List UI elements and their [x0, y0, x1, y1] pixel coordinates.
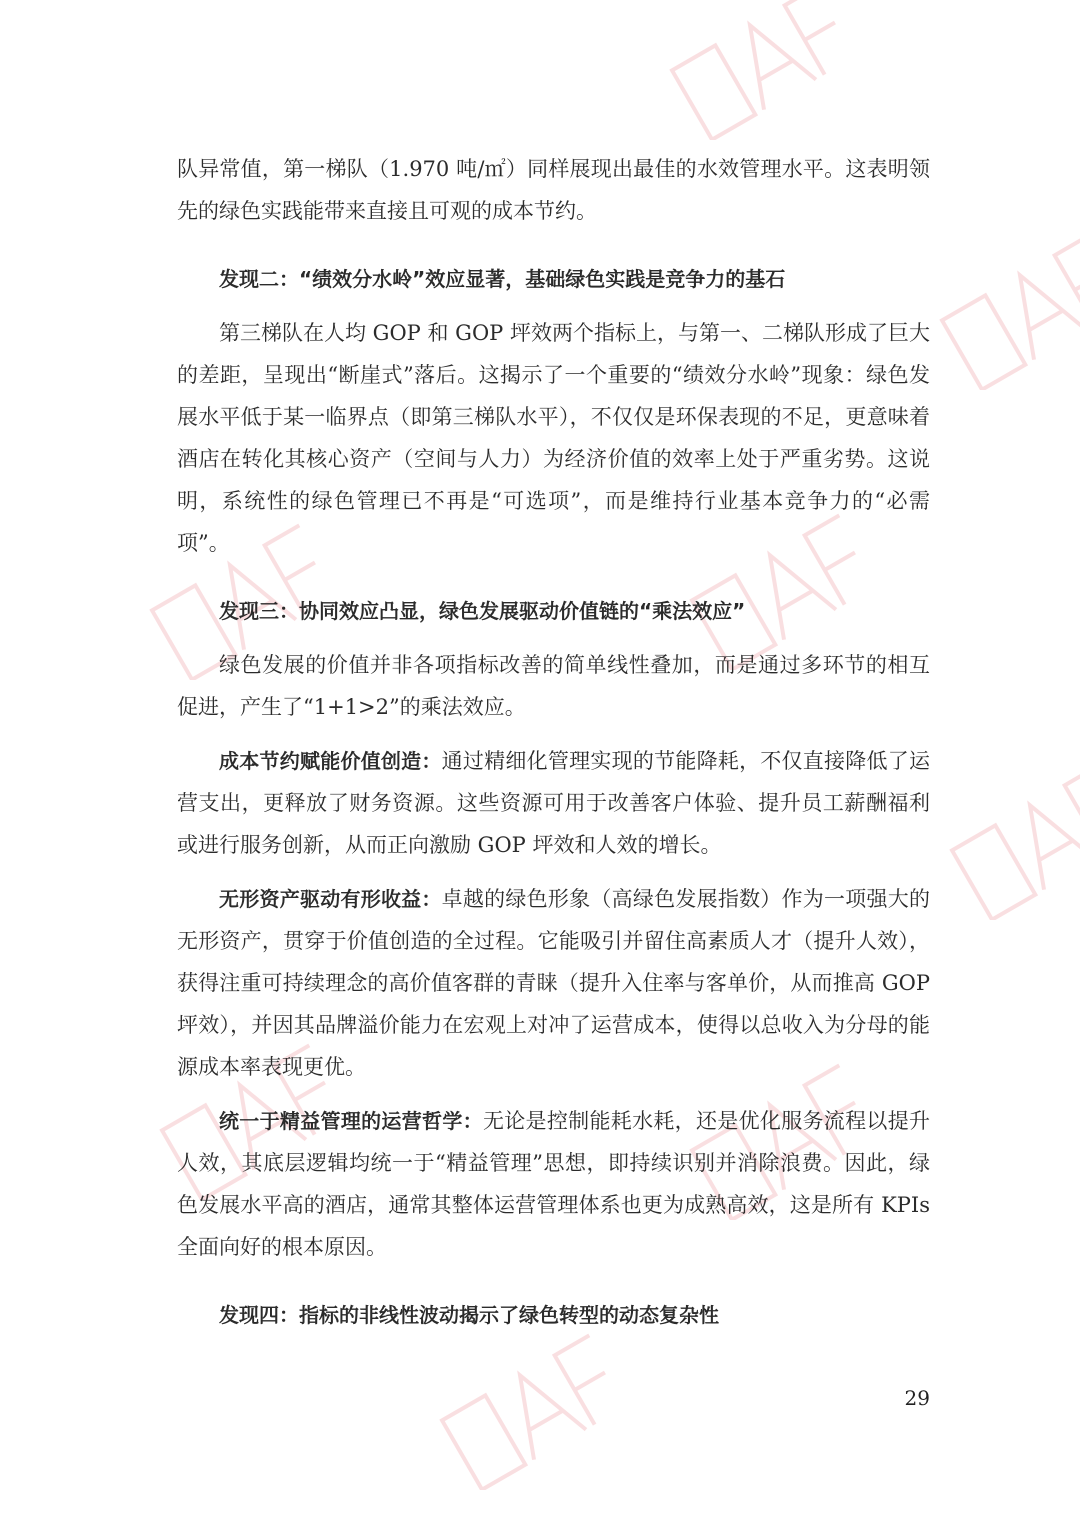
paragraph-lead: 无形资产驱动有形收益： — [219, 887, 442, 911]
paragraph-text: 无论是控制能耗水耗，还是优化服务流程以提升人效，其底层逻辑均统一于“精益管理”思想，即持续识别并消除浪费。因此，绿色发展水平高的酒店，通常其整体运营管理体系也更为成熟高效，这是所有 KPIs 全面向好的根本原因。 — [177, 1109, 931, 1259]
paragraph-continuation: 队异常值，第一梯队（1.970 吨/㎡）同样展现出最佳的水效管理水平。这表明领先的绿色实践能带来直接且可观的成本节约。 — [177, 157, 930, 223]
paragraph-finding-three: 绿色发展的价值并非各项指标改善的简单线性叠加，而是通过多环节的相互促进，产生了“1+1>2”的乘法效应。 — [177, 653, 930, 719]
watermark-logo — [430, 1330, 650, 1490]
watermark-logo — [660, 0, 880, 140]
finding-four-heading: 发现四：指标的非线性波动揭示了绿色转型的动态复杂性 — [219, 1303, 719, 1327]
paragraph-finding-two: 第三梯队在人均 GOP 和 GOP 坪效两个指标上，与第一、二梯队形成了巨大的差距，呈现出“断崖式”落后。这揭示了一个重要的“绩效分水岭”现象：绿色发展水平低于某一临界点（即第三梯队水平），不仅仅是环保表现的不足，更意味着酒店在转化其核心资产（空间与人力）为经济价值的效率上处于严重劣势。这说明，系统性的绿色管理已不再是“可选项”，而是维持行业基本竞争力的“必需项”。 — [177, 321, 930, 555]
paragraph-lean-management — [177, 1100, 930, 1268]
paragraph-text: 通过精细化管理实现的节能降耗，不仅直接降低了运营支出，更释放了财务资源。这些资源可用于改善客户体验、提升员工薪酬福利或进行服务创新，从而正向激励 GOP 坪效和人效的增长。 — [177, 749, 931, 857]
paragraph-text: 卓越的绿色形象（高绿色发展指数）作为一项强大的无形资产，贯穿于价值创造的全过程。它能吸引并留住高素质人才（提升人效），获得注重可持续理念的高价值客群的青睐（提升入住率与客单价，从而推高 GOP 坪效），并因其品牌溢价能力在宏观上对冲了运营成本，使得以总收入为分母的能源成本率表现更优。 — [177, 887, 931, 1079]
finding-three-heading: 发现三：协同效应凸显，绿色发展驱动价值链的“乘法效应” — [219, 599, 746, 623]
page-number: 29 — [904, 1386, 930, 1410]
watermark-logo — [940, 760, 1080, 920]
paragraph-intangible-assets — [177, 878, 930, 1088]
document-body — [177, 148, 930, 1348]
paragraph-cost-saving — [177, 740, 930, 866]
finding-two-heading: 发现二：“绩效分水岭”效应显著，基础绿色实践是竞争力的基石 — [219, 267, 786, 291]
watermark-logo — [930, 230, 1080, 390]
paragraph-lead: 成本节约赋能价值创造： — [219, 749, 442, 773]
paragraph-lead: 统一于精益管理的运营哲学： — [219, 1109, 483, 1133]
